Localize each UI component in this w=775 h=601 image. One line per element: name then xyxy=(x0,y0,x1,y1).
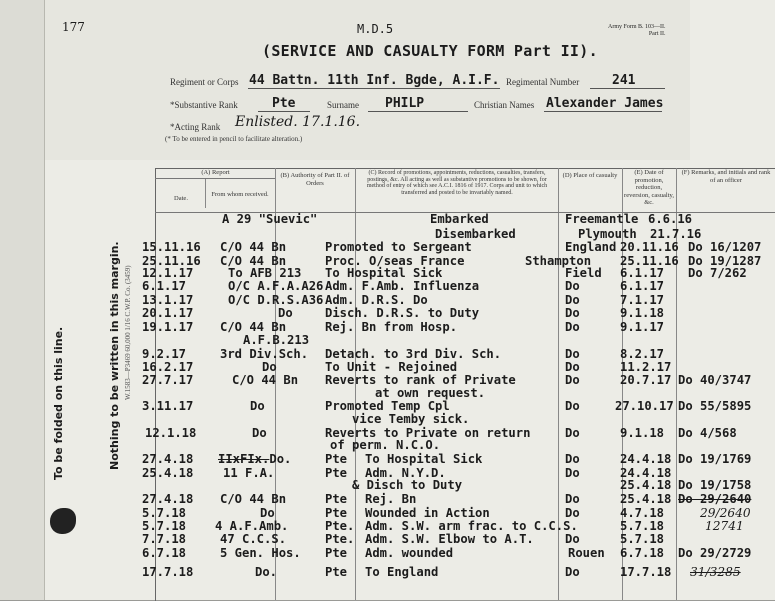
date-of: 27.10.17 xyxy=(615,399,674,413)
record: To Unit - Rejoined xyxy=(325,360,458,374)
record: Promoted Temp Cpl xyxy=(325,399,450,413)
rank: Pte xyxy=(325,565,348,579)
record: Adm. S.W. arm frac. to C.C.S. xyxy=(365,519,578,533)
remarks: 29/2640 xyxy=(700,506,751,520)
place: Do xyxy=(565,452,580,466)
date-of: 6.6.16 xyxy=(648,212,693,226)
from-whom: Do. xyxy=(255,565,278,579)
table-row xyxy=(0,532,775,546)
place: Do xyxy=(565,320,580,334)
army-form-label xyxy=(608,24,666,38)
table-row xyxy=(0,293,775,307)
regiment-value: 44 Battn. 11th Inf. Bgde, A.I.F. xyxy=(249,73,500,88)
acting-rank-label: *Acting Rank xyxy=(170,122,221,132)
substantive-rank-label: *Substantive Rank xyxy=(170,100,238,110)
table-row xyxy=(0,320,775,334)
remarks: Do 19/1287 xyxy=(688,254,762,268)
date-of: 11.2.17 xyxy=(620,360,672,374)
army-form-part: Part II. xyxy=(648,31,666,37)
christian-names-label: Christian Names xyxy=(474,100,535,110)
from-whom: O/C A.F.A.A26 xyxy=(228,279,324,293)
record: Rej. Bn xyxy=(365,492,417,506)
record: Disembarked xyxy=(435,227,516,241)
remarks: Do 29/2640 xyxy=(678,492,752,506)
from-whom: 5 Gen. Hos. xyxy=(220,546,301,560)
date-of: 20.7.17 xyxy=(620,373,672,387)
record: To Hospital Sick xyxy=(365,452,483,466)
record: Reverts to Private on return xyxy=(325,426,531,440)
from-whom: 47 C.C.S. xyxy=(220,532,287,546)
report-date: 15.11.16 xyxy=(142,240,201,254)
surname-value: PHILP xyxy=(385,96,425,111)
report-date: 7.7.18 xyxy=(142,532,187,546)
report-date: 5.7.18 xyxy=(142,506,187,520)
report-date: 6.1.17 xyxy=(142,279,187,293)
acting-rank-value: Enlisted. 17.1.16. xyxy=(235,114,361,130)
table-row xyxy=(0,399,775,413)
remarks: 31/3285 xyxy=(690,565,741,579)
date-of: 9.1.18 xyxy=(620,306,665,320)
substantive-rank-value: Pte xyxy=(272,96,296,111)
record: Adm. D.R.S. Do xyxy=(325,293,428,307)
from-whom: A 29 "Suevic" xyxy=(222,212,318,226)
date-of: 17.7.18 xyxy=(620,565,672,579)
place: Do xyxy=(565,347,580,361)
rank: Pte xyxy=(325,506,348,520)
remarks: Do 29/2729 xyxy=(678,546,752,560)
form-number: 177 xyxy=(62,20,85,34)
date-of: 8.2.17 xyxy=(620,347,665,361)
table-row xyxy=(0,492,775,506)
date-of: 9.1.17 xyxy=(620,320,665,334)
form-code: M.D.5 xyxy=(357,22,394,36)
from-whom: Do xyxy=(250,399,265,413)
report-date: 5.7.18 xyxy=(142,519,187,533)
record: vice Temby sick. xyxy=(352,412,470,426)
table-row xyxy=(0,212,775,226)
remarks: Do 16/1207 xyxy=(688,240,762,254)
table-row xyxy=(0,306,775,320)
place: Do xyxy=(565,360,580,374)
table-row xyxy=(0,266,775,280)
place: Rouen xyxy=(568,546,605,560)
form-title: (SERVICE AND CASUALTY FORM Part II). xyxy=(262,42,598,60)
record: Proc. O/seas France xyxy=(325,254,465,268)
place: Do xyxy=(565,293,580,307)
table-row xyxy=(0,240,775,254)
report-date: 12.1.18 xyxy=(145,426,197,440)
place: Do xyxy=(565,306,580,320)
date-of: 21.7.16 xyxy=(650,227,702,241)
from-whom: 11 F.A. xyxy=(223,466,275,480)
table-row xyxy=(0,412,775,426)
regiment-label: Regiment or Corps xyxy=(170,77,239,87)
remarks: Do 4/568 xyxy=(678,426,737,440)
record: at own request. xyxy=(375,386,486,400)
from-whom: 4 A.F.Amb. xyxy=(215,519,289,533)
from-whom: C/O 44 Bn xyxy=(220,254,287,268)
record: Disch. D.R.S. to Duty xyxy=(325,306,480,320)
header-from-whom: From whom received. xyxy=(211,191,269,198)
table-row xyxy=(0,565,775,579)
header-record: (C) Record of promotions, appointments, reductions, casualties, transfers, postings, &c. All acting as well as substantive promotions to be shown, for method of entry of which see A.C.I. 1816 of 1917. Corps and unit to which transferred and posted to be invariably named. xyxy=(366,170,548,196)
place: Do xyxy=(565,399,580,413)
place: England xyxy=(565,240,617,254)
from-whom: Do xyxy=(278,306,293,320)
christian-names-value: Alexander James xyxy=(546,96,664,111)
header-date: Date. xyxy=(174,195,188,202)
date-of: 4.7.18 xyxy=(620,506,665,520)
from-whom: IIxFIx.Do. xyxy=(218,452,292,466)
report-date: 20.1.17 xyxy=(142,306,194,320)
report-date: 27.4.18 xyxy=(142,492,194,506)
from-whom: Do xyxy=(260,506,275,520)
table-row xyxy=(0,347,775,361)
date-of: 24.4.18 xyxy=(620,452,672,466)
record: Embarked xyxy=(430,212,489,226)
date-of: 25.11.16 xyxy=(620,254,679,268)
remarks: Do 55/5895 xyxy=(678,399,752,413)
date-of: 20.11.16 xyxy=(620,240,679,254)
record: Rej. Bn from Hosp. xyxy=(325,320,458,334)
table-row xyxy=(0,279,775,293)
date-of: 25.4.18 xyxy=(620,492,672,506)
place: Do xyxy=(565,532,580,546)
record: To England xyxy=(365,565,439,579)
from-whom: A.F.B.213 xyxy=(243,333,310,347)
header-place: (D) Place of casualty xyxy=(562,172,618,179)
from-whom: Do xyxy=(262,360,277,374)
place: Plymouth xyxy=(578,227,637,241)
place: Do xyxy=(565,506,580,520)
report-date: 16.2.17 xyxy=(142,360,194,374)
place: Do xyxy=(565,466,580,480)
from-whom: C/O 44 Bn xyxy=(232,373,299,387)
date-of: 6.7.18 xyxy=(620,546,665,560)
place: Do xyxy=(565,492,580,506)
record: Wounded in Action xyxy=(365,506,490,520)
rank: Pte xyxy=(325,452,348,466)
record: & Disch to Duty xyxy=(352,478,463,492)
record: To Hospital Sick xyxy=(325,266,443,280)
record: of perm. N.C.O. xyxy=(330,438,441,452)
regimental-number-value: 241 xyxy=(612,73,636,88)
army-form-code: Army Form B. 103—II. xyxy=(608,24,666,30)
regimental-number-label: Regimental Number xyxy=(506,77,580,87)
table-row xyxy=(0,333,775,347)
report-date: 9.2.17 xyxy=(142,347,187,361)
record: Adm. wounded xyxy=(365,546,454,560)
printer-imprint: W.1583—P3469 60,000 1/16 C.W.P. Co. (3459) xyxy=(124,265,132,400)
from-whom: C/O 44 Bn xyxy=(220,240,287,254)
report-date: 17.7.18 xyxy=(142,565,194,579)
report-date: 13.1.17 xyxy=(142,293,194,307)
from-whom: Do xyxy=(252,426,267,440)
date-of: 24.4.18 xyxy=(620,466,672,480)
table-row xyxy=(0,438,775,452)
from-whom: O/C D.R.S.A36 xyxy=(228,293,324,307)
from-whom: To AFB 213 xyxy=(228,266,302,280)
remarks: Do 19/1758 xyxy=(678,478,752,492)
remarks: 12741 xyxy=(705,519,744,533)
rank: Pte xyxy=(325,546,348,560)
date-of: 9.1.18 xyxy=(620,426,665,440)
record: Adm. S.W. Elbow to A.T. xyxy=(365,532,534,546)
report-date: 12.1.17 xyxy=(142,266,194,280)
date-of: 7.1.17 xyxy=(620,293,665,307)
from-whom: C/O 44 Bn xyxy=(220,492,287,506)
report-date: 25.11.16 xyxy=(142,254,201,268)
header-report: (A) Report xyxy=(201,169,230,176)
table-row xyxy=(0,546,775,560)
record: Reverts to rank of Private xyxy=(325,373,516,387)
record: Detach. to 3rd Div. Sch. xyxy=(325,347,502,361)
report-date: 27.7.17 xyxy=(142,373,194,387)
rank: Pte. xyxy=(325,532,355,546)
pencil-note: (* To be entered in pencil to facilitate alteration.) xyxy=(165,135,303,143)
date-of: 6.1.17 xyxy=(620,279,665,293)
header-authority: (B) Authority of Part II. of Orders xyxy=(280,172,350,187)
table-row xyxy=(0,452,775,466)
fold-line-note: To be folded on this line. xyxy=(52,326,65,480)
place: Do xyxy=(565,279,580,293)
date-of: 6.1.17 xyxy=(620,266,665,280)
from-whom: 3rd Div.Sch. xyxy=(220,347,309,361)
surname-label: Surname xyxy=(327,100,359,110)
table-row xyxy=(0,478,775,492)
remarks: Do 7/262 xyxy=(688,266,747,280)
place: Freemantle xyxy=(565,212,639,226)
date-of: 25.4.18 xyxy=(620,478,672,492)
table-row xyxy=(0,373,775,387)
record: Adm. F.Amb. Influenza xyxy=(325,279,480,293)
place: Do xyxy=(565,565,580,579)
rank: Pte. xyxy=(325,519,355,533)
date-of: 5.7.18 xyxy=(620,532,665,546)
table-row xyxy=(0,519,775,533)
table-row xyxy=(0,360,775,374)
report-date: 3.11.17 xyxy=(142,399,194,413)
from-whom: C/O 44 Bn xyxy=(220,320,287,334)
place: Field xyxy=(565,266,602,280)
report-date: 6.7.18 xyxy=(142,546,187,560)
margin-warning: Nothing to be written in this margin. xyxy=(108,241,121,470)
header-date-of: (E) Date of promotion, reduction, reversion, casualty, &c. xyxy=(624,169,674,206)
table-row xyxy=(0,386,775,400)
place: Sthampton xyxy=(525,254,592,268)
table-row xyxy=(0,506,775,520)
report-date: 27.4.18 xyxy=(142,452,194,466)
remarks: Do 19/1769 xyxy=(678,452,752,466)
report-date: 19.1.17 xyxy=(142,320,194,334)
place: Do xyxy=(565,373,580,387)
rank: Pte xyxy=(325,466,348,480)
header-remarks: (F) Remarks, and initials and rank of an officer xyxy=(681,169,771,184)
record: Promoted to Sergeant xyxy=(325,240,472,254)
table-row xyxy=(0,227,775,241)
date-of: 5.7.18 xyxy=(620,519,665,533)
record: Adm. N.Y.D. xyxy=(365,466,446,480)
report-date: 25.4.18 xyxy=(142,466,194,480)
remarks: Do 40/3747 xyxy=(678,373,752,387)
rank: Pte xyxy=(325,492,348,506)
place: Do xyxy=(565,426,580,440)
